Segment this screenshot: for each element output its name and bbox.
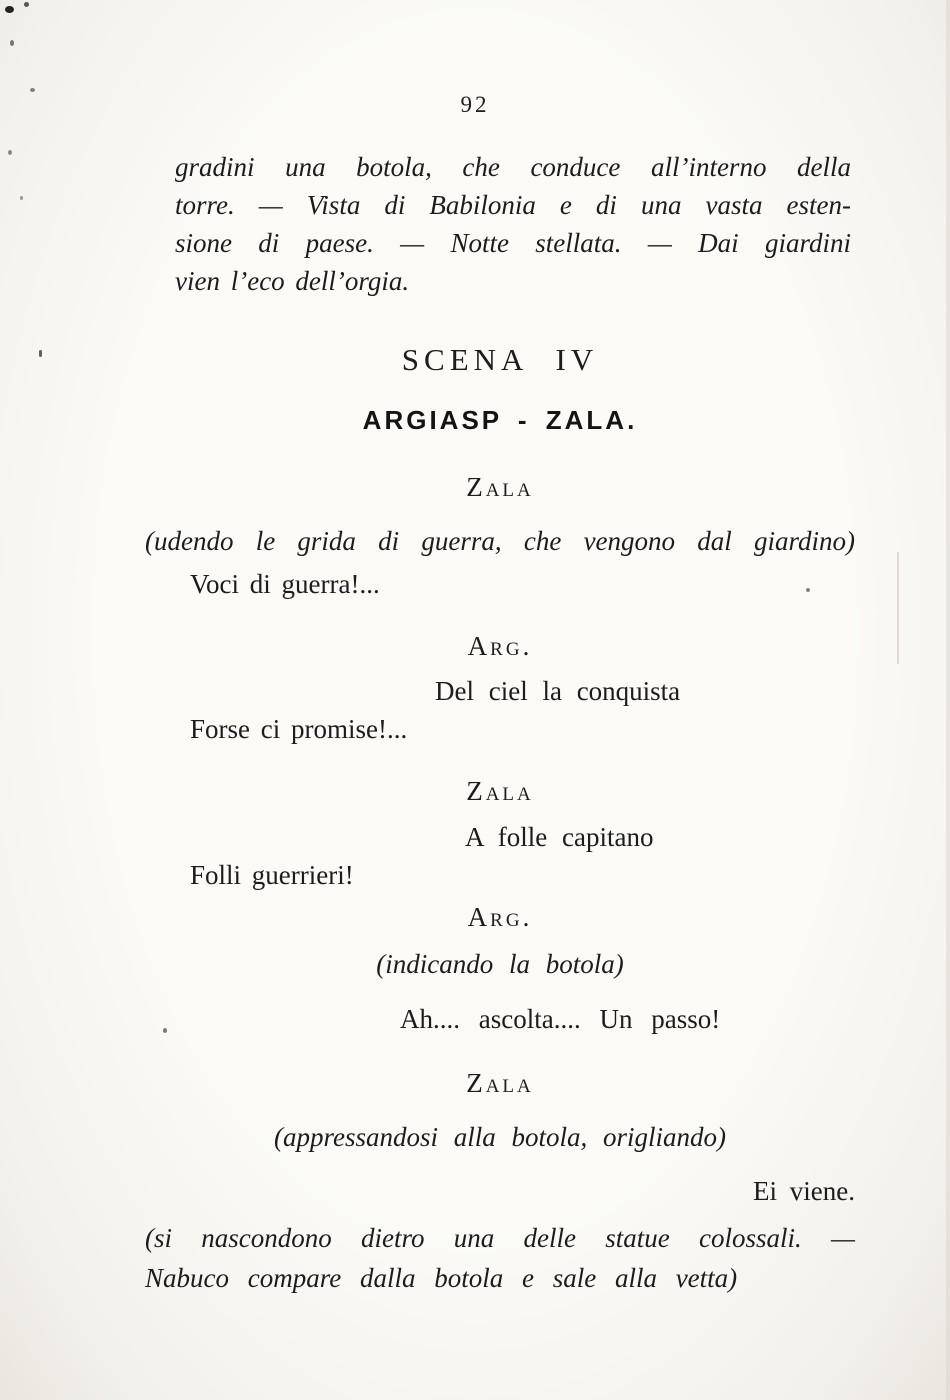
- speech-block: [145, 776, 855, 894]
- verse-line: Ah.... ascolta.... Un passo!: [400, 1004, 721, 1034]
- scan-speck: [806, 588, 810, 592]
- verse-line: Del ciel la conquista: [435, 676, 681, 706]
- scan-speck: [8, 150, 12, 155]
- speaker-label: Zala: [466, 1068, 534, 1098]
- verse-line: A folle capitano: [465, 822, 654, 852]
- speech-block: [145, 902, 855, 1038]
- direction-line: Nabuco compare dalla botola e sale alla vetta): [145, 1263, 738, 1293]
- speaker-label: Arg.: [467, 631, 533, 661]
- verse-line: Folli guerrieri!: [190, 860, 354, 890]
- scan-speck: [30, 88, 35, 92]
- verse-line: Voci di guerra!...: [190, 569, 380, 599]
- stage-direction: (indicando la botola): [376, 949, 624, 979]
- speech-block: [145, 631, 855, 748]
- page-number: 92: [460, 92, 490, 117]
- speech-block: [145, 472, 855, 603]
- direction-line: vien l’eco dell’orgia.: [175, 266, 410, 296]
- stage-direction: (appressandosi alla botola, origliando): [273, 1122, 726, 1152]
- scan-speck: [24, 2, 29, 7]
- scene-characters: ARGIASP - ZALA.: [362, 405, 638, 435]
- speaker-label: Zala: [466, 776, 534, 806]
- speaker-label: Zala: [466, 472, 534, 502]
- speaker-label: Arg.: [467, 902, 533, 932]
- scan-speck: [10, 40, 14, 46]
- verse-line: Ei viene.: [753, 1176, 855, 1206]
- stage-direction: (udendo le grida di guerra, che vengono dal giardino): [145, 526, 855, 556]
- closing-stage-direction: [145, 1218, 855, 1298]
- direction-line: torre. — Vista di Babilonia e di una vasta esten-: [175, 190, 851, 220]
- speech-block: [145, 1068, 855, 1210]
- scan-speck: [20, 196, 23, 200]
- scan-edge-shadow: [946, 0, 950, 1400]
- text-column: [145, 148, 855, 1298]
- opening-stage-direction: [175, 148, 851, 300]
- scan-speck: [5, 6, 14, 13]
- direction-line: (si nascondono dietro una delle statue colossali. —: [145, 1223, 855, 1253]
- direction-line: gradini una botola, che conduce all’interno della: [175, 152, 851, 182]
- scan-speck: [39, 350, 42, 357]
- scene-heading: SCENA IV: [401, 342, 599, 377]
- scan-crease: [897, 552, 899, 664]
- scan-speck: [163, 1028, 167, 1033]
- direction-line: sione di paese. — Notte stellata. — Dai giardini: [175, 228, 851, 258]
- verse-line: Forse ci promise!...: [190, 714, 408, 744]
